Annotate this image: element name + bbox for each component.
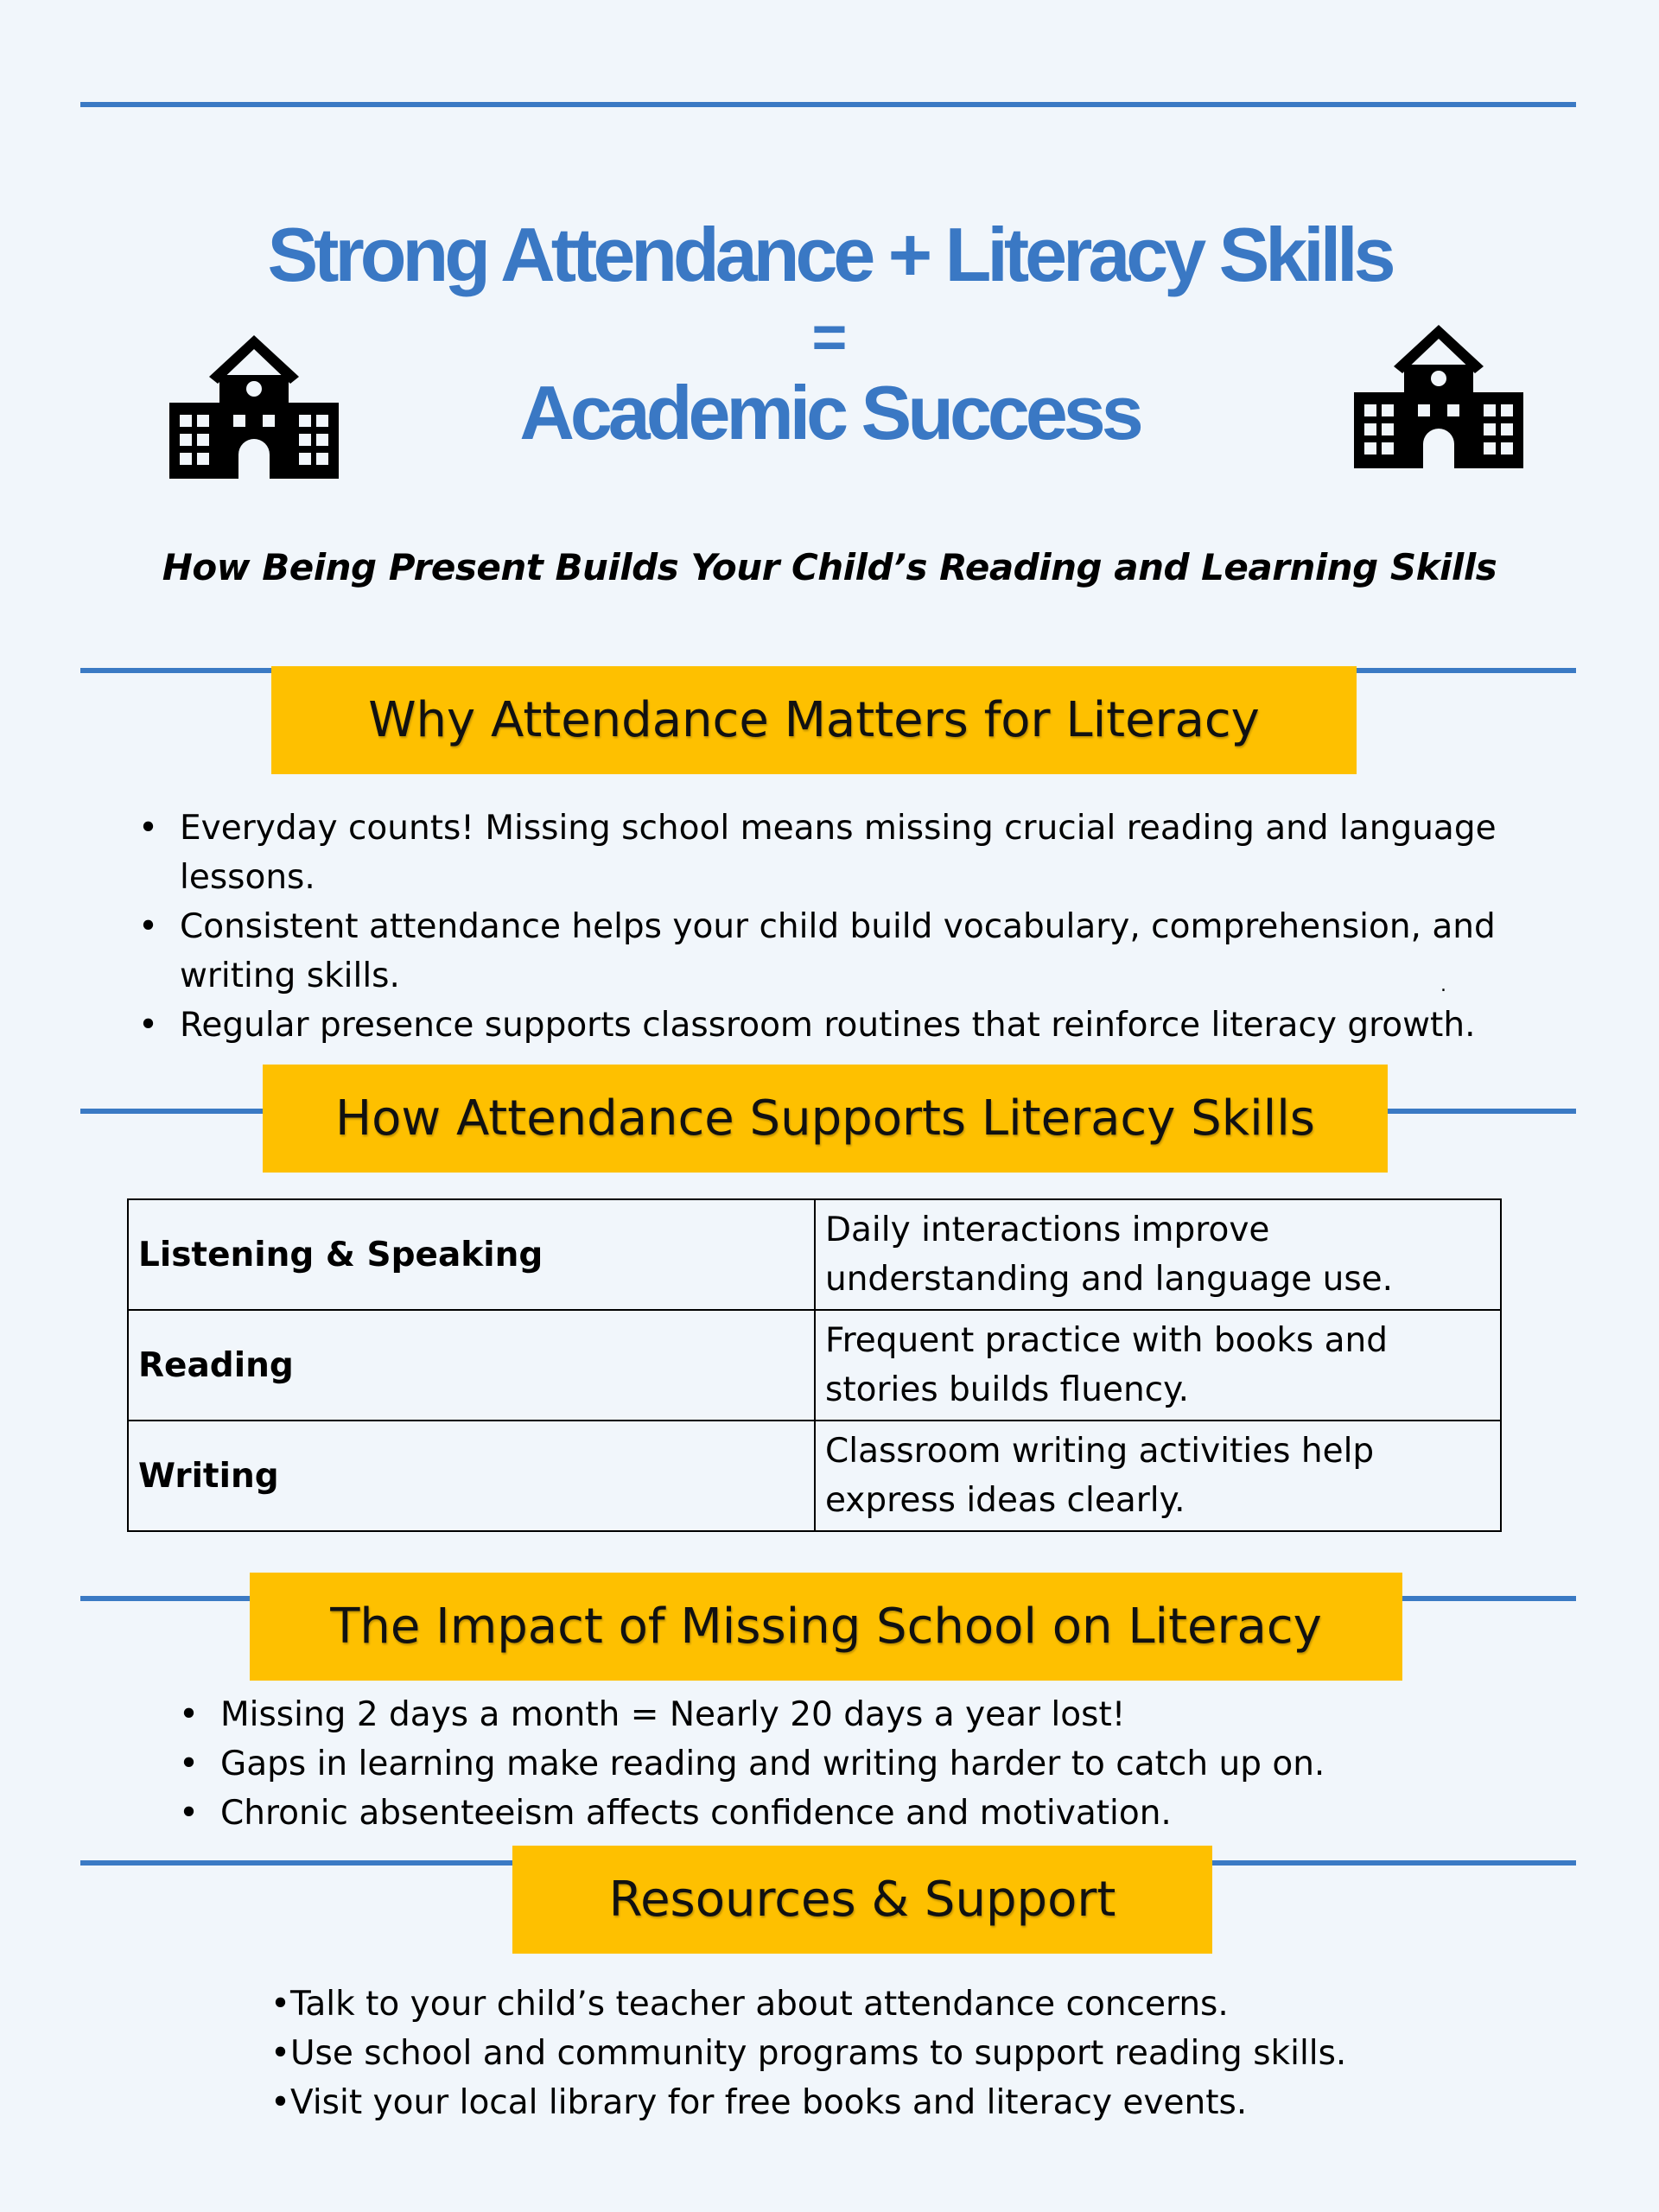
section-heading-why-attendance: Why Attendance Matters for Literacy — [271, 666, 1357, 774]
table-row — [128, 1310, 1501, 1421]
list-item: • Everyday counts! Missing school means missing crucial reading and language lessons. — [138, 804, 1512, 902]
school-building-icon — [1354, 323, 1523, 468]
table-row — [128, 1199, 1501, 1310]
title-equals: = — [811, 303, 848, 371]
list-item: • Missing 2 days a month = Nearly 20 days a year lost! — [179, 1690, 1475, 1739]
description-cell: Frequent practice with books and stories builds fluency. — [815, 1310, 1501, 1421]
table-row — [128, 1421, 1501, 1531]
impact-list — [179, 1690, 1475, 1838]
why-attendance-list — [138, 804, 1512, 1050]
literacy-skills-table — [127, 1198, 1502, 1532]
list-item: • Use school and community programs to support reading skills. — [270, 2029, 1346, 2078]
skill-cell: Listening & Speaking — [128, 1199, 815, 1310]
section-heading-impact: The Impact of Missing School on Literacy — [250, 1573, 1402, 1681]
description-cell: Classroom writing activities help express ideas clearly. — [815, 1421, 1501, 1531]
stray-mark: . — [1440, 975, 1446, 996]
school-building-icon — [169, 334, 339, 479]
list-item: • Chronic absenteeism affects confidence and motivation. — [179, 1789, 1475, 1838]
list-item: • Regular presence supports classroom routines that reinforce literacy growth. — [138, 1001, 1512, 1050]
title-line-1: Strong Attendance + Literacy Skills — [267, 212, 1392, 297]
list-item: • Consistent attendance helps your child build vocabulary, comprehension, and writing skills. — [138, 902, 1512, 1001]
description-cell: Daily interactions improve understanding and language use. — [815, 1199, 1501, 1310]
list-item: • Visit your local library for free books and literacy events. — [270, 2078, 1346, 2127]
list-item: • Talk to your child’s teacher about attendance concerns. — [270, 1980, 1346, 2029]
list-item: • Gaps in learning make reading and writing harder to catch up on. — [179, 1739, 1475, 1789]
subtitle: How Being Present Builds Your Child’s Reading and Learning Skills — [162, 546, 1497, 588]
resources-list — [270, 1980, 1346, 2127]
skill-cell: Reading — [128, 1310, 815, 1421]
skill-cell: Writing — [128, 1421, 815, 1531]
title-line-2: Academic Success — [519, 370, 1140, 455]
section-heading-how-attendance: How Attendance Supports Literacy Skills — [263, 1065, 1388, 1173]
top-divider — [80, 102, 1576, 107]
section-heading-resources: Resources & Support — [512, 1846, 1212, 1954]
